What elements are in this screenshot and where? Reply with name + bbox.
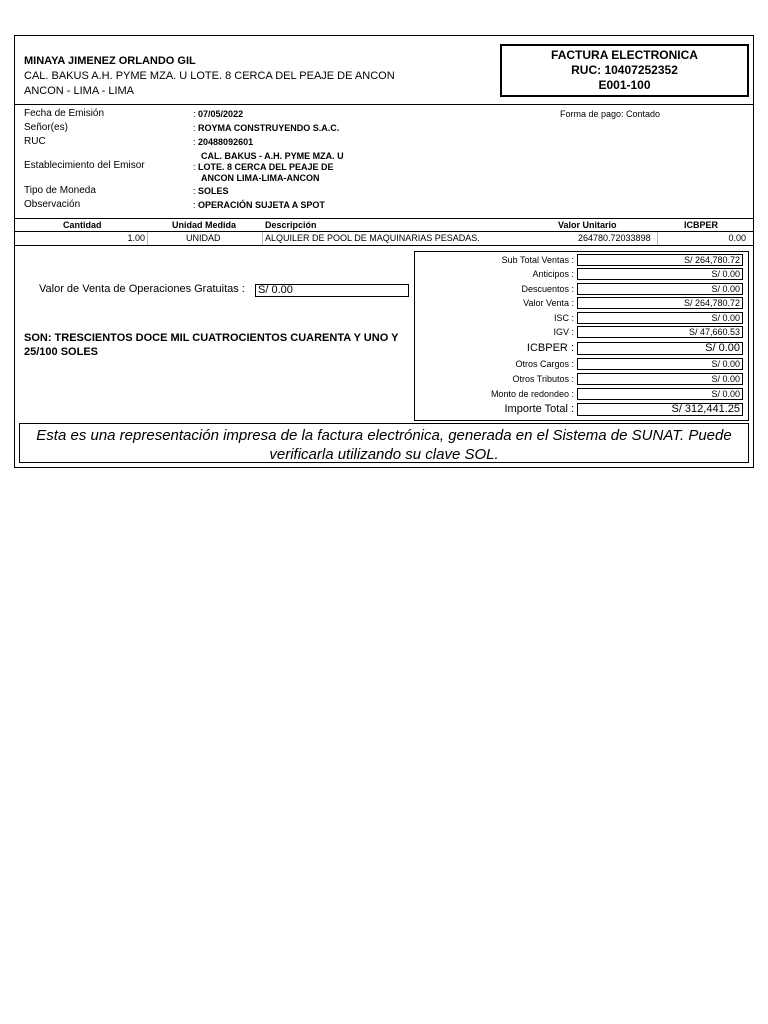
total-value: S/ 0.00: [577, 312, 743, 324]
issuer-address: [24, 69, 424, 99]
total-value: S/ 0.00: [577, 373, 743, 385]
ruc-value: [193, 137, 253, 147]
row-cantidad: 1.00: [127, 233, 145, 243]
issuer-address-line1: CAL. BAKUS A.H. PYME MZA. U LOTE. 8 CERCA DEL PEAJE DE ANCON: [24, 70, 395, 82]
issuer-name: MINAYA JIMENEZ ORLANDO GIL: [24, 55, 196, 67]
total-label: Descuentos :: [521, 284, 574, 294]
column-divider: [657, 232, 658, 245]
header-valor-unitario: Valor Unitario: [558, 220, 617, 230]
total-label: Anticipos :: [532, 269, 574, 279]
senor-value: [193, 123, 339, 133]
header-unidad: Unidad Medida: [172, 220, 237, 230]
document-type: FACTURA ELECTRONICA: [551, 48, 698, 62]
total-label: Sub Total Ventas :: [501, 255, 574, 265]
estab-line1: CAL. BAKUS - A.H. PYME MZA. U: [201, 151, 344, 161]
total-label: Otros Cargos :: [515, 359, 574, 369]
total-label: Monto de redondeo :: [490, 389, 574, 399]
total-label: Otros Tributos :: [512, 374, 574, 384]
moneda-value: [193, 186, 229, 196]
total-value: S/ 264,780.72: [577, 254, 743, 266]
senor-label: Señor(es): [24, 122, 68, 133]
gratuitas-label: Valor de Venta de Operaciones Gratuitas :: [39, 283, 245, 295]
fecha-text: 07/05/2022: [198, 109, 244, 119]
total-value: S/ 312,441.25: [577, 403, 743, 416]
colon: :: [193, 162, 196, 172]
row-valor-unitario: 264780.72033898: [578, 233, 651, 243]
document-title-box: [500, 44, 749, 97]
moneda-text: SOLES: [198, 186, 229, 196]
total-label: Importe Total :: [504, 403, 574, 415]
obs-text: OPERACIÓN SUJETA A SPOT: [198, 200, 325, 210]
document-number: E001-100: [598, 78, 651, 92]
moneda-label: Tipo de Moneda: [24, 185, 96, 196]
fecha-label: Fecha de Emisión: [24, 108, 105, 119]
column-divider: [262, 232, 263, 245]
total-label: Valor Venta :: [523, 298, 574, 308]
obs-value: [193, 200, 325, 210]
sunat-note: Esta es una representación impresa de la factura electrónica, generada en el Sistema de SUNAT. Puede verificarla utilizando su clave SOL.: [19, 423, 749, 463]
total-label: ICBPER :: [526, 342, 574, 354]
estab-line2-text: LOTE. 8 CERCA DEL PEAJE DE: [198, 162, 334, 172]
estab-label: Establecimiento del Emisor: [24, 160, 145, 171]
row-icbper: 0.00: [728, 233, 746, 243]
colon: :: [193, 200, 196, 210]
ruc-label: RUC: [24, 136, 46, 147]
total-value: S/ 264,780.72: [577, 297, 743, 309]
estab-line2: [193, 162, 334, 172]
colon: :: [193, 137, 196, 147]
colon: :: [193, 186, 196, 196]
row-unidad: UNIDAD: [186, 233, 221, 243]
senor-text: ROYMA CONSTRUYENDO S.A.C.: [198, 123, 340, 133]
issuer-address-line2: ANCON - LIMA - LIMA: [24, 85, 135, 97]
total-value: S/ 0.00: [577, 268, 743, 280]
gratuitas-value: S/ 0.00: [255, 284, 409, 297]
total-label: ISC :: [553, 313, 574, 323]
document-ruc: RUC: 10407252352: [571, 63, 678, 77]
total-value: S/ 47,660.53: [577, 326, 743, 338]
ruc-text: 20488092601: [198, 137, 254, 147]
row-descripcion: ALQUILER DE POOL DE MAQUINARIAS PESADAS.: [265, 233, 480, 243]
total-label: IGV :: [553, 327, 574, 337]
colon: :: [193, 109, 196, 119]
header-descripcion: Descripción: [265, 220, 317, 230]
total-value: S/ 0.00: [577, 388, 743, 400]
obs-label: Observación: [24, 199, 81, 210]
header-icbper: ICBPER: [684, 220, 719, 230]
estab-line3: ANCON LIMA-LIMA-ANCON: [201, 173, 320, 183]
header-divider: [14, 104, 754, 105]
items-table-header-divider: [14, 231, 754, 232]
fecha-value: [193, 109, 243, 119]
header-cantidad: Cantidad: [63, 220, 102, 230]
total-value: S/ 0.00: [577, 283, 743, 295]
colon: :: [193, 123, 196, 133]
amount-in-words: SON: TRESCIENTOS DOCE MIL CUATROCIENTOS CUARENTA Y UNO Y 25/100 SOLES: [24, 332, 399, 358]
total-value: S/ 0.00: [577, 342, 743, 355]
column-divider: [147, 232, 148, 245]
forma-pago: Forma de pago: Contado: [560, 109, 661, 119]
total-value: S/ 0.00: [577, 358, 743, 370]
